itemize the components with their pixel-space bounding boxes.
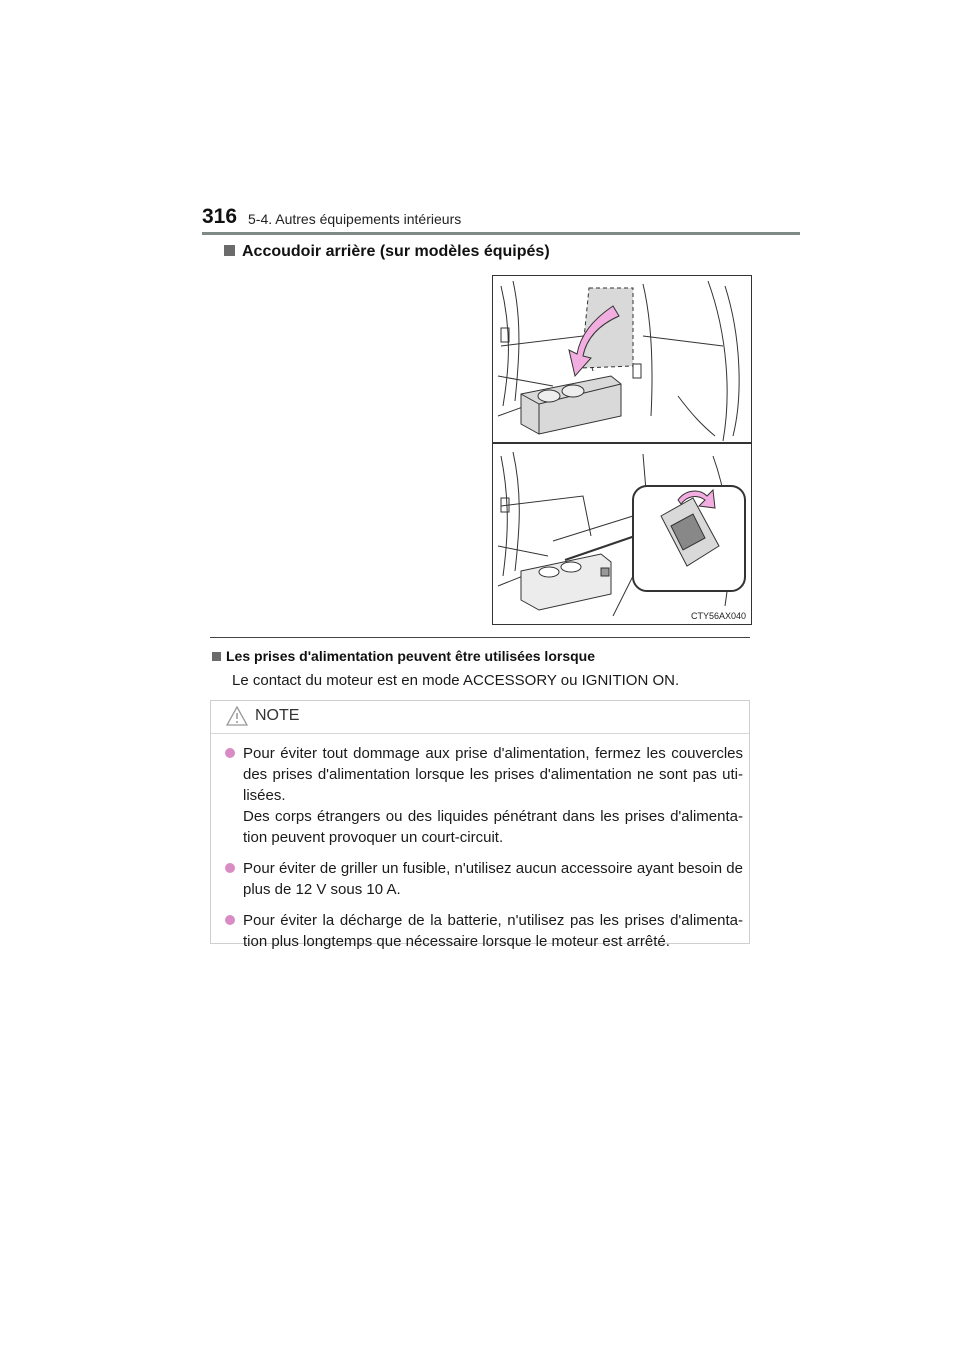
info-text: Le contact du moteur est en mode ACCESSORY ou IGNITION ON.: [232, 672, 680, 689]
bullet-icon: [225, 863, 235, 873]
note-item-text: Pour éviter la décharge de la batterie, n'utilisez pas les prises d'alimenta-tion plus longtemps que nécessaire lorsque le moteur est arrêté.: [243, 912, 743, 950]
page-number: 316: [202, 205, 238, 228]
cup-holder-icon: [538, 390, 560, 402]
info-title: [212, 648, 595, 664]
note-box: [210, 700, 750, 950]
bullet-icon: [225, 748, 235, 758]
cup-holder-icon: [539, 567, 559, 577]
warning-triangle-icon: [226, 706, 248, 726]
power-outlet-icon: [601, 568, 609, 576]
cup-holder-icon: [561, 562, 581, 572]
figure-code: CTY56AX040: [690, 611, 746, 621]
heading-text: Accoudoir arrière (sur modèles équipés): [242, 243, 550, 260]
note-item-text: Pour éviter de griller un fusible, n'utilisez aucun accessoire ayant besoin de plus de 12 V sous 10 A.: [243, 860, 743, 898]
bullet-icon: [225, 915, 235, 925]
square-bullet-icon: [212, 652, 221, 661]
armrest-illustration: [492, 275, 752, 625]
square-bullet-icon: [224, 245, 235, 256]
cup-holder-icon: [562, 385, 584, 397]
note-item-text: Pour éviter tout dommage aux prise d'alimentation, fermez les couvercles des prises d'alimentation lorsque les prises d'alimentation ne sont pas uti-lisées.: [243, 745, 743, 804]
section-rule: [210, 637, 750, 638]
note-header: [211, 701, 749, 734]
armrest-drawing: [493, 276, 751, 624]
note-item: [225, 743, 743, 848]
note-item-text: Des corps étrangers ou des liquides pénétrant dans les prises d'alimenta-tion peuvent provoquer un court-circuit.: [243, 808, 743, 846]
note-title: NOTE: [255, 707, 300, 724]
note-list: [225, 743, 743, 962]
section-title: 5-4. Autres équipements intérieurs: [248, 211, 462, 227]
note-item: [225, 858, 743, 900]
info-title-text: Les prises d'alimentation peuvent être utilisées lorsque: [226, 648, 595, 664]
section-heading: [224, 243, 550, 261]
header-rule: [202, 232, 800, 235]
note-item: [225, 910, 743, 952]
